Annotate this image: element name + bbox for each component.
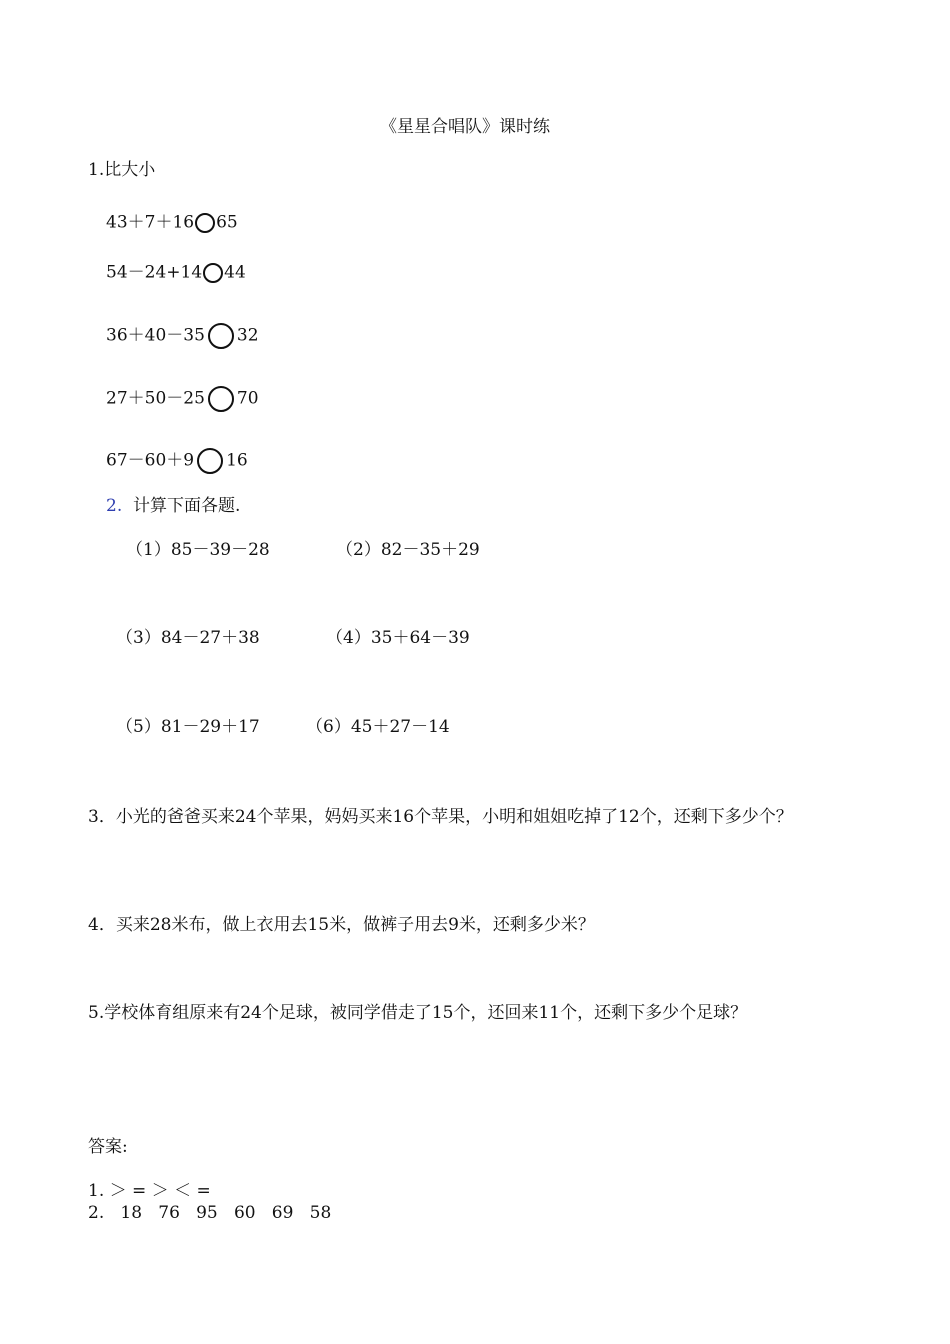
calc-problem-5: （5）81－29＋17 [116, 717, 260, 737]
calc-problem-6: （6）45＋27－14 [306, 717, 450, 737]
word-problem-5: 5.学校体育组原来有24个足球，被同学借走了15个，还回来11个，还剩下多少个足球？ [88, 1003, 748, 1023]
word-problem-4: 4．买来28米布，做上衣用去15米，做裤子用去9米，还剩多少米？ [88, 915, 595, 935]
compare-left: 36＋40－35 [106, 325, 205, 346]
compare-circle[interactable] [195, 213, 215, 233]
compare-circle[interactable] [197, 448, 223, 474]
compare-circle[interactable] [208, 386, 234, 412]
compare-item-1 [106, 213, 238, 233]
compare-left: 54－24+14 [106, 262, 203, 283]
section2-number: 2. [106, 496, 123, 516]
compare-right: 44 [224, 262, 246, 283]
compare-item-3 [106, 323, 259, 349]
word-problem-3: 3．小光的爸爸买来24个苹果，妈妈买来16个苹果，小明和姐姐吃掉了12个，还剩下多少个？ [88, 807, 793, 827]
compare-item-2 [106, 263, 246, 283]
calc-problem-2: （2）82－35＋29 [336, 540, 480, 560]
compare-right: 65 [216, 212, 238, 233]
answers-line-2: 2. 18 76 95 60 69 58 [88, 1203, 332, 1223]
compare-circle[interactable] [208, 323, 234, 349]
section1-heading: 1.比大小 [88, 160, 156, 180]
page-title: 《星星合唱队》课时练 [380, 117, 550, 137]
calc-problem-3: （3）84－27＋38 [116, 628, 260, 648]
compare-right: 32 [236, 325, 259, 346]
compare-left: 43＋7＋16 [106, 212, 195, 233]
compare-right: 70 [236, 388, 259, 409]
compare-item-4 [106, 386, 259, 412]
compare-circle[interactable] [203, 263, 223, 283]
compare-left: 27＋50－25 [106, 388, 205, 409]
section2-heading [106, 498, 240, 515]
section2-title: 计算下面各题. [133, 496, 241, 516]
answers-heading: 答案: [88, 1137, 128, 1157]
calc-problem-4: （4）35＋64－39 [326, 628, 470, 648]
compare-right: 16 [226, 450, 248, 471]
answers-line-1: 1. ＞ = ＞ ＜ = [88, 1181, 211, 1201]
calc-problem-1: （1）85－39－28 [126, 540, 270, 560]
compare-item-5 [106, 448, 248, 474]
compare-left: 67－60＋9 [106, 450, 195, 471]
